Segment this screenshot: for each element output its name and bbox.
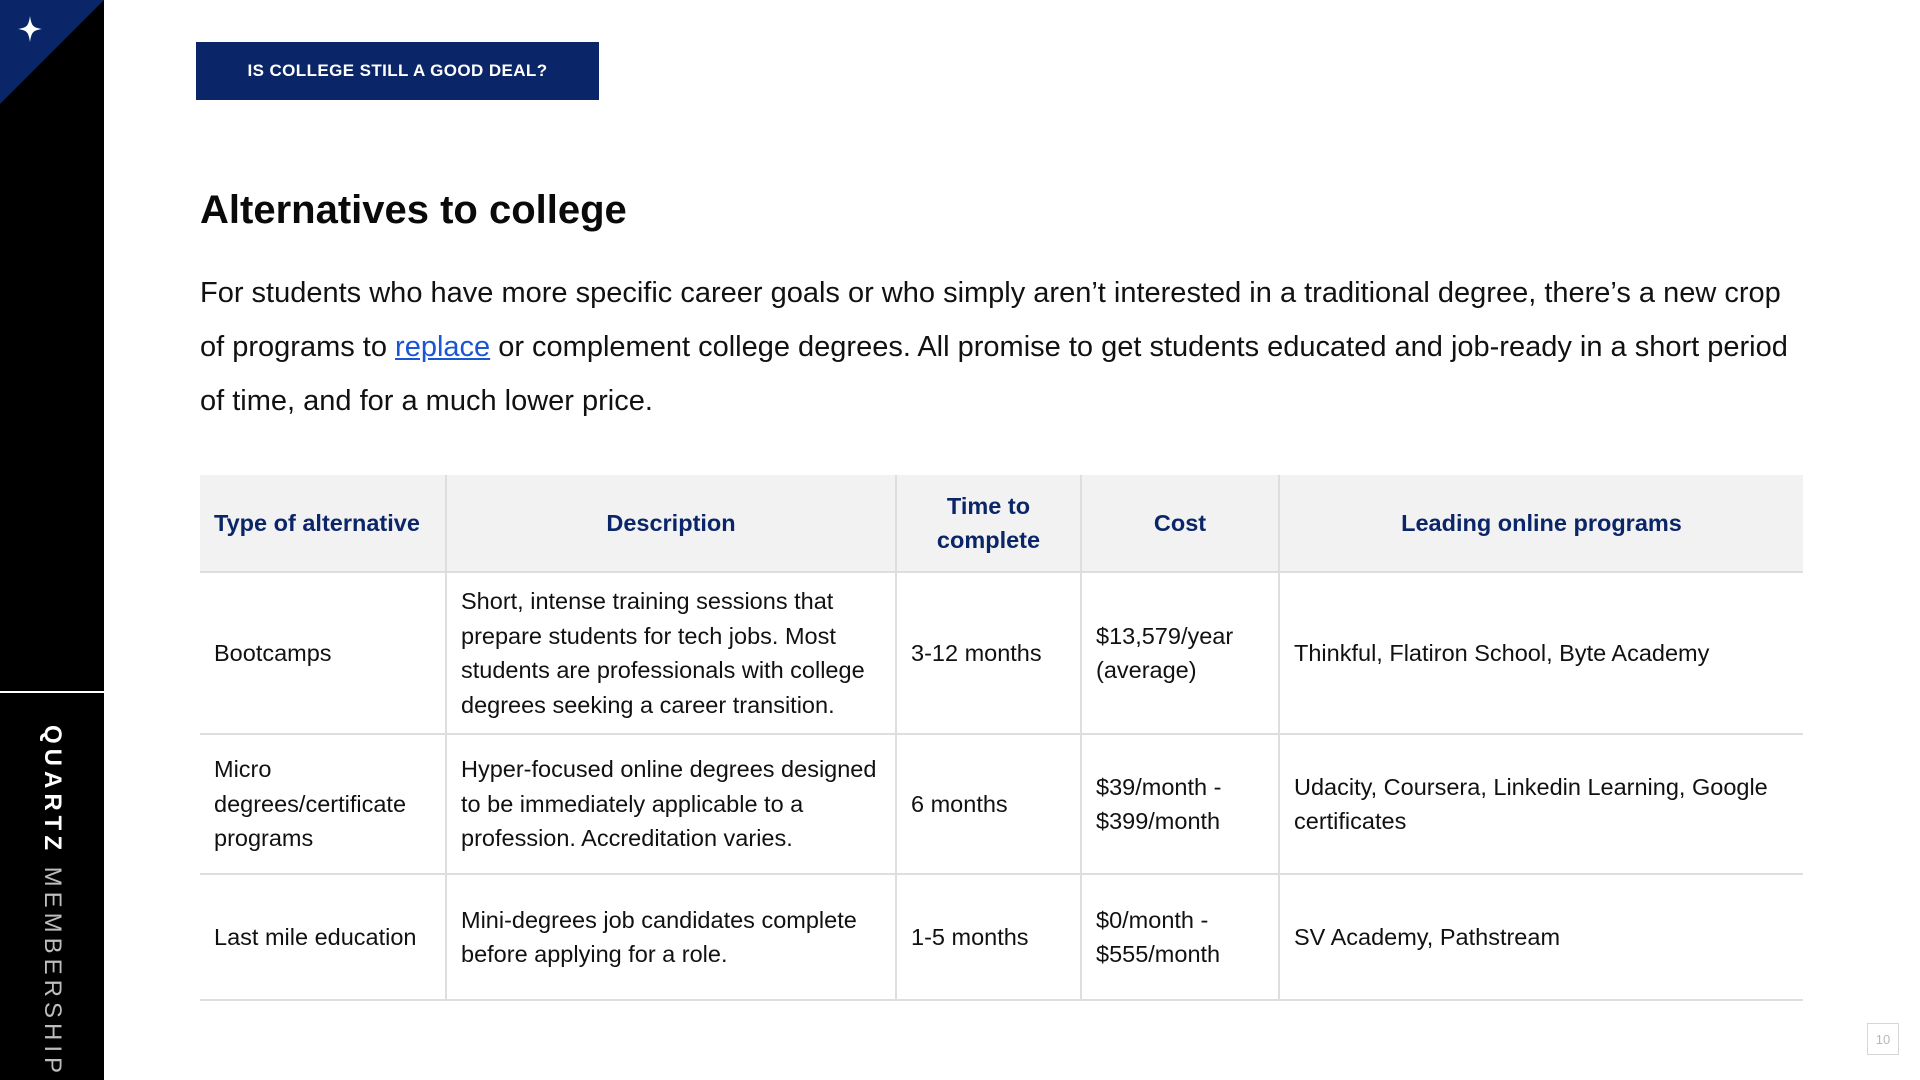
cell-programs: Udacity, Coursera, Linkedin Learning, Google certificates (1279, 734, 1803, 874)
intro-paragraph (200, 266, 1790, 428)
header-programs: Leading online programs (1279, 475, 1803, 572)
replace-link[interactable]: replace (395, 331, 491, 363)
table-row (200, 874, 1803, 1000)
section-tag: IS COLLEGE STILL A GOOD DEAL? (196, 42, 599, 100)
header-time: Time to complete (896, 475, 1081, 572)
header-cost: Cost (1081, 475, 1279, 572)
cell-cost: $39/month - $399/month (1081, 734, 1279, 874)
header-description: Description (446, 475, 896, 572)
alternatives-table (200, 475, 1803, 1001)
cell-type: Micro degrees/certificate programs (200, 734, 446, 874)
cell-cost: $13,579/year (average) (1081, 572, 1279, 734)
brand-name: QUARTZ (39, 725, 66, 855)
table-row (200, 572, 1803, 734)
cell-time: 3-12 months (896, 572, 1081, 734)
brand-wordmark (38, 725, 66, 1078)
cell-time: 6 months (896, 734, 1081, 874)
cell-description: Short, intense training sessions that prepare students for tech jobs. Most students are professionals with college degrees seeking a career transition. (446, 572, 896, 734)
cell-time: 1-5 months (896, 874, 1081, 1000)
cell-programs: SV Academy, Pathstream (1279, 874, 1803, 1000)
cell-description: Mini-degrees job candidates complete before applying for a role. (446, 874, 896, 1000)
intro-text-start: For students who have more specific career goals or who simply aren’t interested in a traditional degree, there’s a new crop of programs to (200, 277, 1781, 363)
brand-subtitle: MEMBERSHIP (39, 866, 66, 1079)
cell-type: Bootcamps (200, 572, 446, 734)
page-number: 10 (1867, 1023, 1899, 1055)
sidebar-divider (0, 691, 104, 693)
cell-type: Last mile education (200, 874, 446, 1000)
sidebar (0, 0, 104, 1080)
header-type: Type of alternative (200, 475, 446, 572)
corner-accent (0, 0, 104, 104)
table-row (200, 734, 1803, 874)
cell-description: Hyper-focused online degrees designed to be immediately applicable to a profession. Accreditation varies. (446, 734, 896, 874)
cell-cost: $0/month - $555/month (1081, 874, 1279, 1000)
table-header-row (200, 475, 1803, 572)
page-title: Alternatives to college (200, 188, 627, 232)
cell-programs: Thinkful, Flatiron School, Byte Academy (1279, 572, 1803, 734)
intro-text-end: or complement college degrees. All promise to get students educated and job-ready in a short period of time, and for a much lower price. (200, 331, 1788, 417)
